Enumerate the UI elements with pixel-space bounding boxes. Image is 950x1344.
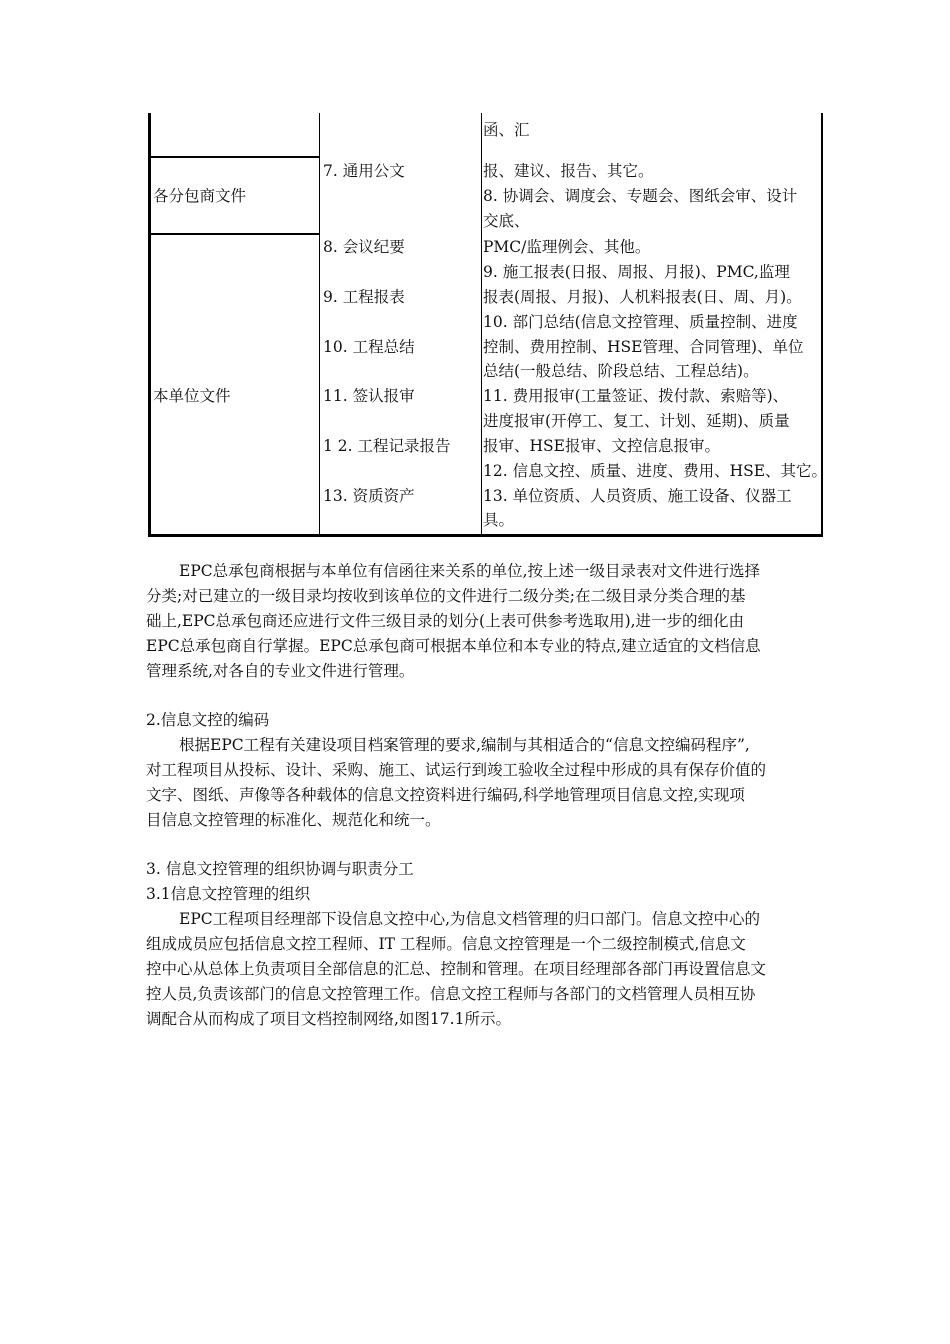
- detail-line: 9. 施工报表(日报、周报、月报)、PMC,监理: [483, 263, 790, 281]
- category-cell: 11. 签认报审: [323, 387, 415, 405]
- detail-line: 13. 单位资质、人员资质、施工设备、仪器工: [483, 487, 792, 505]
- detail-line: 报、建议、报告、其它。: [483, 162, 654, 180]
- detail-line: 报审、HSE报审、文控信息报审。: [483, 437, 720, 455]
- category-cell: 13. 资质资产: [323, 487, 415, 505]
- category-cell: 1 2. 工程记录报告: [323, 437, 451, 455]
- paragraph-coding: [146, 733, 836, 833]
- paragraph-line: 础上,EPC总承包商还应进行文件三级目录的划分(上表可供参考选取用),进一步的细化由: [146, 612, 745, 630]
- table-row-divider-1: [148, 156, 320, 158]
- table-bottom-border: [148, 534, 823, 537]
- paragraph-organization: [146, 907, 836, 1032]
- section-heading-3-1: 3.1信息文控管理的组织: [146, 885, 311, 903]
- paragraph-line: 文字、图纸、声像等各种载体的信息文控资料进行编码,科学地管理项目信息文控,实现项: [146, 786, 745, 804]
- catalog-table: [0, 0, 950, 560]
- paragraph-line: 组成成员应包括信息文控工程师、IT 工程师。信息文控管理是一个二级控制模式,信息文: [146, 935, 746, 953]
- paragraph-line: 控人员,负责该部门的信息文控管理工作。信息文控工程师与各部门的文档管理人员相互协: [146, 985, 756, 1003]
- row-label-own-unit: 本单位文件: [153, 387, 231, 405]
- paragraph-line: 调配合从而构成了项目文档控制网络,如图17.1所示。: [146, 1010, 511, 1028]
- section-heading-3: 3. 信息文控管理的组织协调与职责分工: [146, 860, 414, 878]
- paragraph-line: 管理系统,对各自的专业文件进行管理。: [146, 662, 415, 680]
- category-cell: 8. 会议纪要: [323, 238, 405, 256]
- detail-line: 报表(周报、月报)、人机料报表(日、周、月)。: [483, 288, 802, 306]
- paragraph-line: 对工程项目从投标、设计、采购、施工、试运行到竣工验收全过程中形成的具有保存价值的: [146, 761, 767, 779]
- detail-line: 11. 费用报审(工量签证、拨付款、索赔等)、: [483, 387, 789, 405]
- row-label-subcontractor: 各分包商文件: [153, 187, 247, 205]
- paragraph-line: 目信息文控管理的标准化、规范化和统一。: [146, 811, 441, 829]
- paragraph-line: EPC总承包商自行掌握。EPC总承包商可根据本单位和本专业的特点,建立适宜的文档信息: [146, 637, 761, 655]
- paragraph-line: 根据EPC工程有关建设项目档案管理的要求,编制与其相适合的“信息文控编码程序”,: [179, 736, 750, 754]
- table-col2-border: [319, 113, 320, 535]
- detail-line: 交底、: [483, 212, 530, 230]
- category-cell: 10. 工程总结: [323, 338, 415, 356]
- detail-line: 8. 协调会、调度会、专题会、图纸会审、设计: [483, 187, 798, 205]
- detail-line: 总结(一般总结、阶段总结、工程总结)。: [483, 362, 759, 380]
- detail-line: 具。: [483, 511, 515, 529]
- paragraph-line: 分类;对已建立的一级目录均按收到该单位的文件进行二级分类;在二级目录分类合理的基: [146, 587, 746, 605]
- table-left-border: [148, 113, 151, 537]
- paragraph-line: 控中心从总体上负责项目全部信息的汇总、控制和管理。在项目经理部各部门再设置信息文: [146, 960, 767, 978]
- paragraph-line: EPC总承包商根据与本单位有信函往来关系的单位,按上述一级目录表对文件进行选择: [179, 562, 761, 580]
- detail-line: 10. 部门总结(信息文控管理、质量控制、进度: [483, 313, 798, 331]
- table-col3-border: [481, 113, 482, 535]
- section-heading-2: 2.信息文控的编码: [146, 711, 270, 729]
- detail-line: 控制、费用控制、HSE管理、合同管理)、单位: [483, 338, 804, 356]
- detail-line: 12. 信息文控、质量、进度、费用、HSE、其它。: [483, 462, 828, 480]
- detail-line: 进度报审(开停工、复工、计划、延期)、质量: [483, 412, 790, 430]
- detail-line: 函、汇: [483, 121, 530, 139]
- category-cell: 9. 工程报表: [323, 288, 405, 306]
- table-row-divider-2: [148, 233, 320, 235]
- paragraph-classification: [146, 559, 836, 684]
- detail-line: PMC/监理例会、其他。: [483, 238, 651, 256]
- category-cell: 7. 通用公文: [323, 162, 405, 180]
- paragraph-line: EPC工程项目经理部下设信息文控中心,为信息文档管理的归口部门。信息文控中心的: [179, 910, 761, 928]
